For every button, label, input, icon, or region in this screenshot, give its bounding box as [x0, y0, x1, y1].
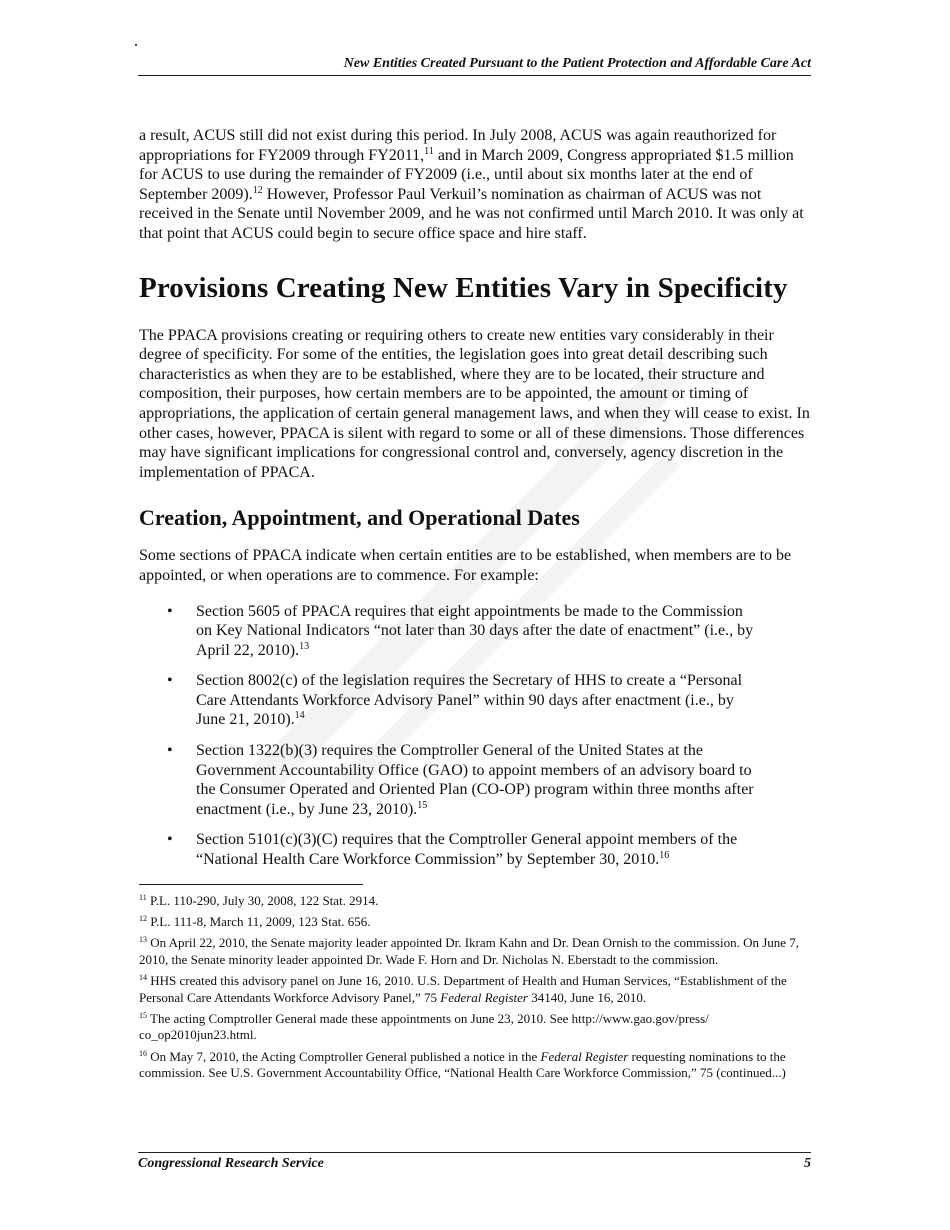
bullet-icon: • — [167, 742, 173, 760]
list-item: • Section 5101(c)(3)(C) requires that the Comptroller General appoint members of the “National Health Care Workforce Commission” by September 30, 2010.16 — [167, 831, 738, 869]
bullet-icon: • — [167, 672, 173, 690]
footnote-ref[interactable]: 11 — [424, 145, 434, 157]
page-footer — [138, 1152, 811, 1172]
header-dot — [135, 44, 137, 46]
footnote: $^{14}$ HHS created this advisory panel on June 16, 2010. U.S. Department of Health and Human Services, “Establishment of the Personal Care Attendants Workforce Advisory Panel,” 75 Federal Register 34140, June 16, 2010. — [139, 973, 787, 1005]
footnote: $^{15}$ The acting Comptroller General made these appointments on June 23, 2010. See http://www.gao.gov/press/ co_op2010jun23.html. — [139, 1011, 709, 1043]
footnote-ref[interactable]: 16 — [659, 850, 670, 862]
page-body — [139, 126, 811, 1087]
page-number: 5 — [804, 1156, 811, 1171]
bullet-icon: • — [167, 602, 173, 620]
list-item: • Section 8002(c) of the legislation requires the Secretary of HHS to create a “Personal Care Attendants Workforce Advisory Panel” within 90 days after enactment (i.e., by June 21, 2010).$^{14}$ — [167, 672, 743, 729]
footnote: $^{13}$ On April 22, 2010, the Senate majority leader appointed Dr. Ikram Kahn and Dr. Dean Ornish to the commission. On June 7, 2010, the Senate minority leader appointed Dr. Wade F. Horn and Dr. Nicholas N. Eberstadt to the commission. — [139, 935, 800, 967]
footnote: $^{16}$ On May 7, 2010, the Acting Comptroller General published a notice in the Federal Register requesting nominations to the commission. See U.S. Government Accountability Office, “National Health Care Workforce Commission,” 75 (continued...) — [139, 1048, 786, 1081]
footnote-ref[interactable]: 12 — [252, 184, 263, 196]
footnote-ref[interactable]: 14 — [294, 710, 305, 722]
subsection-paragraph: Some sections of PPACA indicate when certain entities are to be established, when members are to be appointed, or when operations are to commence. For example: — [139, 547, 792, 584]
footnotes — [139, 893, 811, 1082]
list-item: • Section 5605 of PPACA requires that eight appointments be made to the Commission on Key National Indicators “not later than 30 days after the date of enactment” (i.e., by April 22, 2010).$^{13}$ — [167, 602, 754, 659]
section-paragraph: The PPACA provisions creating or requiring others to create new entities vary considerably in their degree of specificity. For some of the entities, the legislation goes into great detail describing such characteristics as when they are to be established, where they are to be located, their structure and composition, their purposes, how certain members are to be appointed, the amount or timing of appropriations, the application of certain general management laws, and when they will cease to exist. In other cases, however, PPACA is silent with regard to some or all of these dimensions. Those differences may have significant implications for congressional control and, conversely, agency discretion in the implementation of PPACA. — [139, 326, 810, 481]
running-title: New Entities Created Pursuant to the Patient Protection and Affordable Care Act — [343, 56, 811, 71]
subsection-heading: Creation, Appointment, and Operational Dates — [139, 505, 580, 531]
section-heading: Provisions Creating New Entities Vary in Specificity — [139, 271, 788, 304]
intro-paragraph: a result, ACUS still did not exist during this period. In July 2008, ACUS was again reauthorized for appropriations for FY2009 through FY2011,11 and in March 2009, Congress appropriated $1.5 million for ACUS to use during the remainder of FY2009 (i.e., until about six months later at the end of September 2009).$^{12}$ However, Professor Paul Verkuil’s nomination as chairman of ACUS was not received in the Senate until November 2009, and he was not confirmed until March 2010. It was only at that point that ACUS could begin to secure office space and hire staff. — [139, 127, 804, 242]
footnote-ref[interactable]: 15 — [417, 799, 428, 811]
list-item: • Section 1322(b)(3) requires the Comptroller General of the United States at the Government Accountability Office (GAO) to appoint members of an advisory board to the Consumer Operated and Oriented Plan (CO-OP) program within three months after enactment (i.e., by June 23, 2010).$^{15}$ — [167, 742, 754, 818]
footnote: $^{12}$ P.L. 111-8, March 11, 2009, 123 Stat. 656. — [139, 914, 371, 930]
running-header — [138, 56, 811, 76]
footnote-ref[interactable]: 13 — [299, 640, 310, 652]
footnote-divider — [139, 884, 363, 885]
footnote: $^{11}$ P.L. 110-290, July 30, 2008, 122 Stat. 2914. — [139, 892, 379, 908]
example-list — [139, 602, 811, 870]
footer-org: Congressional Research Service — [138, 1156, 324, 1171]
bullet-icon: • — [167, 831, 173, 849]
